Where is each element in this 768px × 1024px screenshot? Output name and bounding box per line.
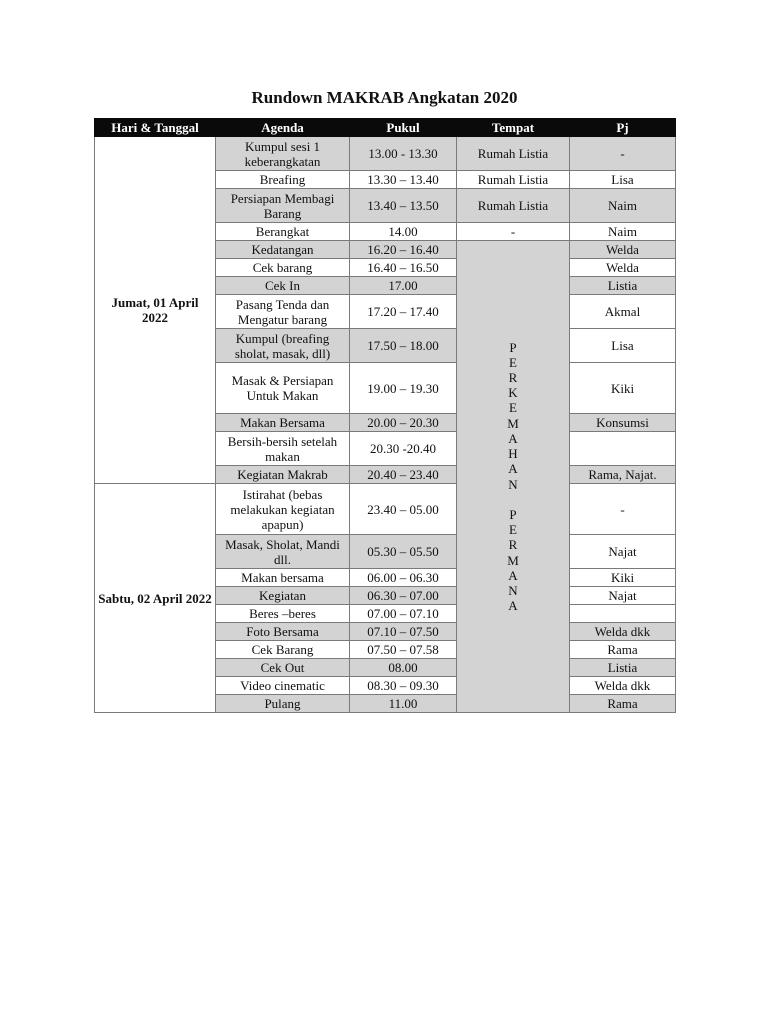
agenda-cell: Foto Bersama (216, 623, 350, 641)
agenda-cell: Kumpul (breafing sholat, masak, dll) (216, 329, 350, 363)
agenda-cell: Kumpul sesi 1 keberangkatan (216, 137, 350, 171)
agenda-cell: Masak & Persiapan Untuk Makan (216, 363, 350, 414)
time-cell: 11.00 (350, 695, 457, 713)
place-cell: Rumah Listia (457, 189, 570, 223)
time-cell: 05.30 – 05.50 (350, 535, 457, 569)
header-pj: Pj (570, 119, 676, 137)
pj-cell: Kiki (570, 363, 676, 414)
agenda-cell: Cek In (216, 277, 350, 295)
agenda-cell: Kedatangan (216, 241, 350, 259)
pj-cell: Rama, Najat. (570, 466, 676, 484)
agenda-cell: Pasang Tenda dan Mengatur barang (216, 295, 350, 329)
time-cell: 07.10 – 07.50 (350, 623, 457, 641)
time-cell: 19.00 – 19.30 (350, 363, 457, 414)
time-cell: 07.00 – 07.10 (350, 605, 457, 623)
pj-cell: Rama (570, 641, 676, 659)
agenda-cell: Persiapan Membagi Barang (216, 189, 350, 223)
time-cell: 20.40 – 23.40 (350, 466, 457, 484)
time-cell: 23.40 – 05.00 (350, 484, 457, 535)
time-cell: 20.00 – 20.30 (350, 414, 457, 432)
pj-cell: Naim (570, 223, 676, 241)
pj-cell: Naim (570, 189, 676, 223)
pj-cell: Lisa (570, 329, 676, 363)
time-cell: 16.40 – 16.50 (350, 259, 457, 277)
time-cell: 08.00 (350, 659, 457, 677)
pj-cell: Welda dkk (570, 623, 676, 641)
day-cell-2: Sabtu, 02 April 2022 (95, 484, 216, 713)
agenda-cell: Cek Barang (216, 641, 350, 659)
header-place: Tempat (457, 119, 570, 137)
agenda-cell: Kegiatan Makrab (216, 466, 350, 484)
pj-cell: Welda (570, 259, 676, 277)
time-cell: 06.00 – 06.30 (350, 569, 457, 587)
time-cell: 06.30 – 07.00 (350, 587, 457, 605)
pj-cell: - (570, 137, 676, 171)
agenda-cell: Bersih-bersih setelah makan (216, 432, 350, 466)
time-cell: 08.30 – 09.30 (350, 677, 457, 695)
agenda-cell: Makan Bersama (216, 414, 350, 432)
place-cell: Rumah Listia (457, 137, 570, 171)
time-cell: 13.30 – 13.40 (350, 171, 457, 189)
table-row (95, 137, 676, 171)
time-cell: 13.00 - 13.30 (350, 137, 457, 171)
time-cell: 17.00 (350, 277, 457, 295)
time-cell: 20.30 -20.40 (350, 432, 457, 466)
time-cell: 14.00 (350, 223, 457, 241)
pj-cell: Rama (570, 695, 676, 713)
rundown-table (94, 118, 676, 713)
day-cell-1: Jumat, 01 April 2022 (95, 137, 216, 484)
agenda-cell: Breafing (216, 171, 350, 189)
agenda-cell: Video cinematic (216, 677, 350, 695)
pj-cell: Najat (570, 587, 676, 605)
pj-cell: Akmal (570, 295, 676, 329)
agenda-cell: Makan bersama (216, 569, 350, 587)
time-cell: 13.40 – 13.50 (350, 189, 457, 223)
agenda-cell: Pulang (216, 695, 350, 713)
pj-cell (570, 432, 676, 466)
agenda-cell: Berangkat (216, 223, 350, 241)
time-cell: 16.20 – 16.40 (350, 241, 457, 259)
place-cell-perkemahan (457, 241, 570, 713)
place-cell: Rumah Listia (457, 171, 570, 189)
pj-cell: Welda (570, 241, 676, 259)
agenda-cell: Cek Out (216, 659, 350, 677)
pj-cell: Lisa (570, 171, 676, 189)
pj-cell (570, 605, 676, 623)
pj-cell: Najat (570, 535, 676, 569)
pj-cell: Kiki (570, 569, 676, 587)
pj-cell: Listia (570, 659, 676, 677)
pj-cell: Welda dkk (570, 677, 676, 695)
table-row (95, 484, 676, 535)
header-agenda: Agenda (216, 119, 350, 137)
time-cell: 17.50 – 18.00 (350, 329, 457, 363)
header-row (95, 119, 676, 137)
agenda-cell: Cek barang (216, 259, 350, 277)
time-cell: 07.50 – 07.58 (350, 641, 457, 659)
place-vertical-text: P E R K E M A H A N P E R M A N A (507, 339, 519, 614)
time-cell: 17.20 – 17.40 (350, 295, 457, 329)
agenda-cell: Istirahat (bebas melakukan kegiatan apapun) (216, 484, 350, 535)
agenda-cell: Kegiatan (216, 587, 350, 605)
document-title: Rundown MAKRAB Angkatan 2020 (251, 88, 518, 107)
pj-cell: Konsumsi (570, 414, 676, 432)
pj-cell: Listia (570, 277, 676, 295)
agenda-cell: Masak, Sholat, Mandi dll. (216, 535, 350, 569)
header-day: Hari & Tanggal (95, 119, 216, 137)
place-cell: - (457, 223, 570, 241)
agenda-cell: Beres –beres (216, 605, 350, 623)
header-time: Pukul (350, 119, 457, 137)
pj-cell: - (570, 484, 676, 535)
